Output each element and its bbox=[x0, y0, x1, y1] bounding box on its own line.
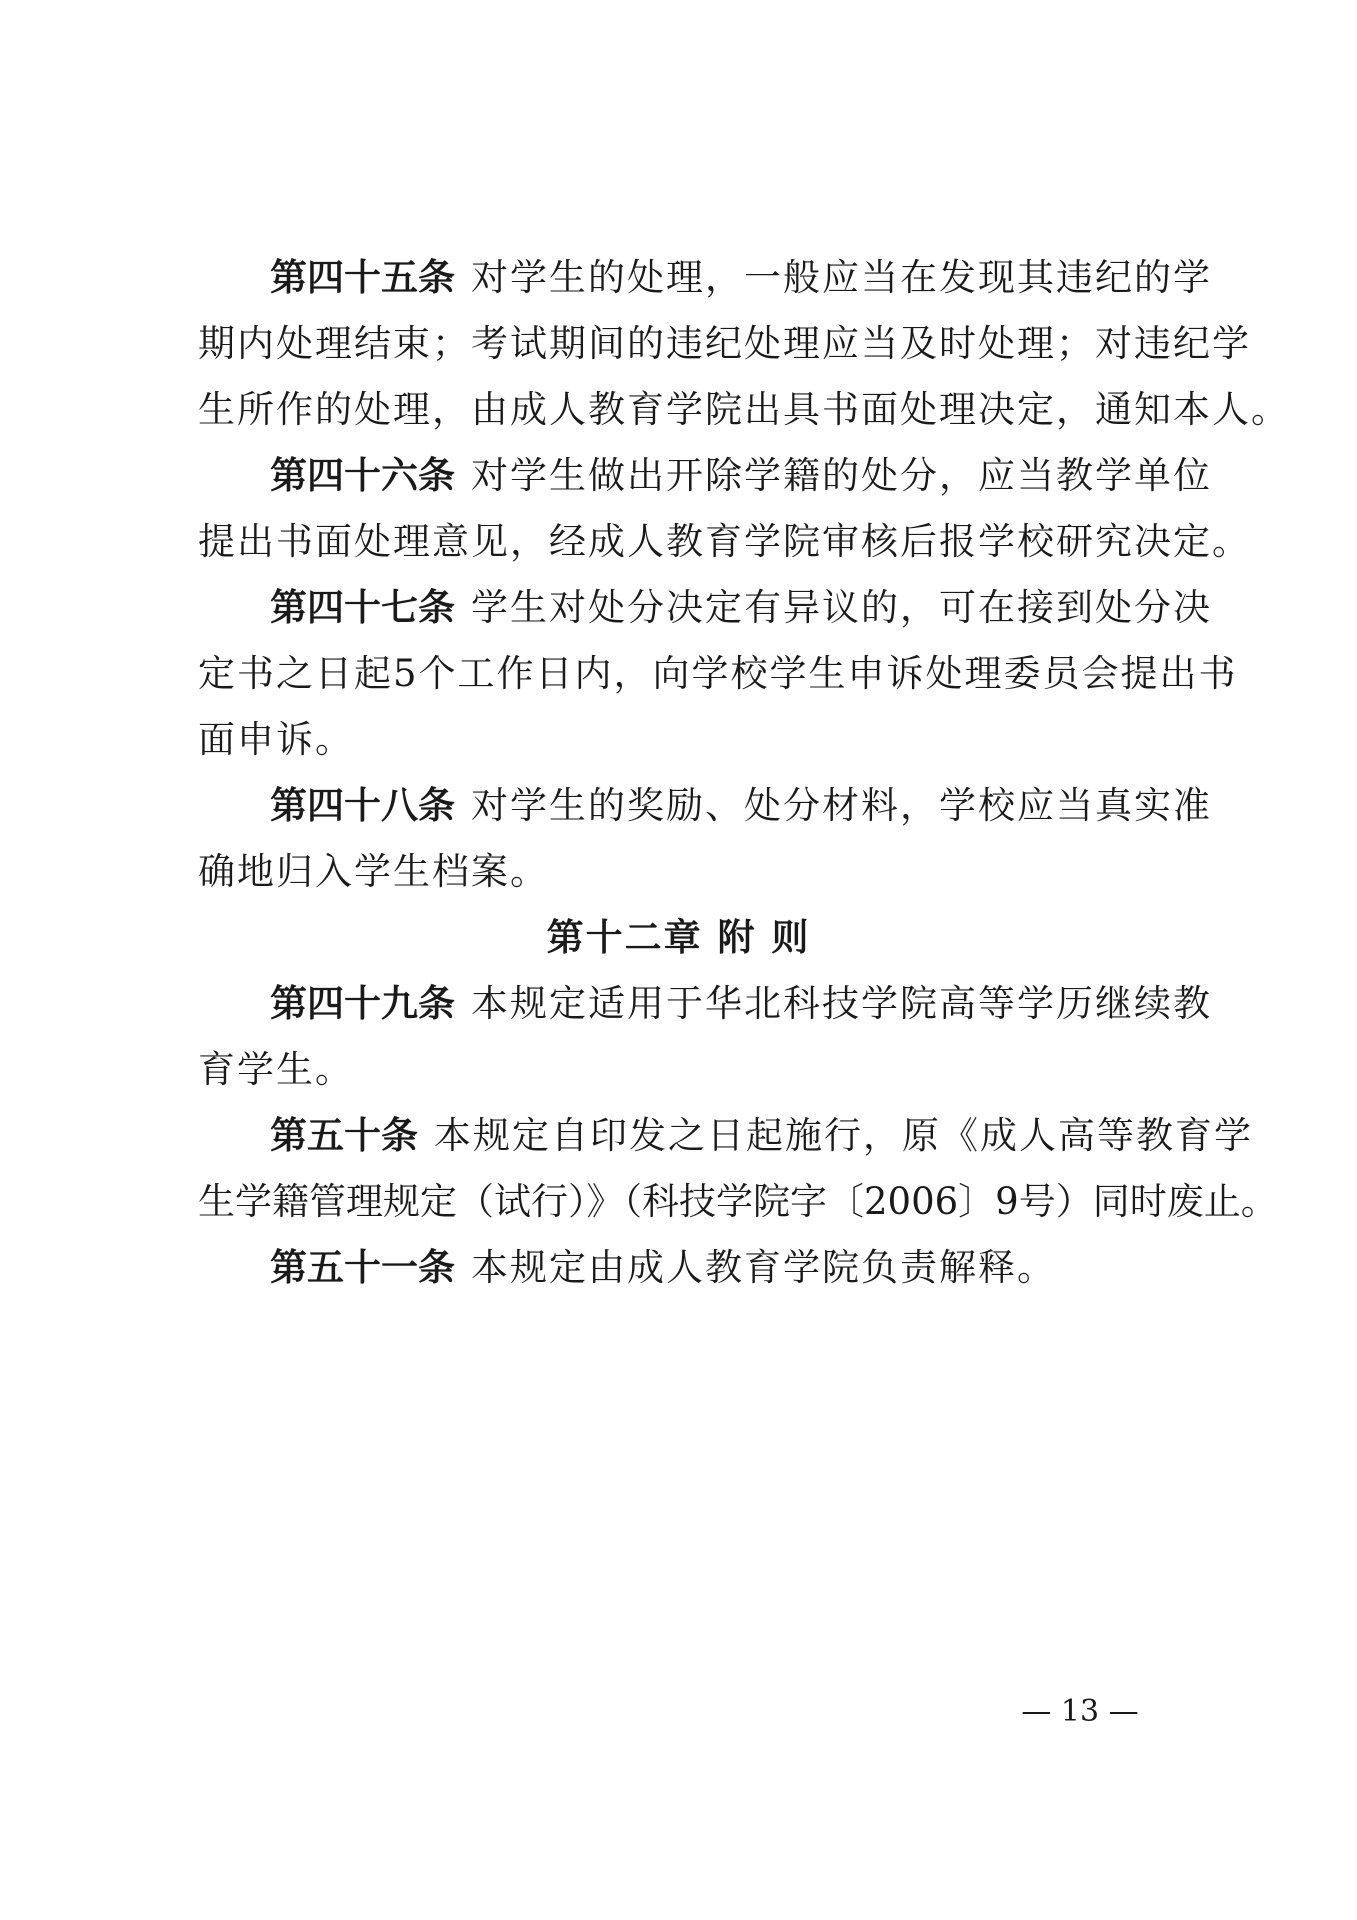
article-49-text-1: 本规定适用于华北科技学院高等学历继续教 bbox=[471, 982, 1212, 1025]
article-45-label: 第四十五条 bbox=[270, 256, 455, 299]
article-51-text-1: 本规定由成人教育学院负责解释。 bbox=[471, 1246, 1056, 1289]
article-51-line-1 bbox=[270, 1238, 1168, 1298]
article-48-line-2: 确地归入学生档案。 bbox=[198, 850, 549, 893]
article-45-line-1 bbox=[270, 248, 1212, 308]
article-50-text-1: 本规定自印发之日起施行，原《成人高等教育学 bbox=[434, 1114, 1253, 1157]
article-45-line-3: 生所作的处理，由成人教育学院出具书面处理决定，通知本人。 bbox=[198, 388, 1290, 431]
article-47-text-1: 学生对处分决定有异议的，可在接到处分决 bbox=[471, 586, 1212, 629]
article-46-text-1: 对学生做出开除学籍的处分，应当教学单位 bbox=[471, 454, 1212, 497]
article-46-line-1 bbox=[270, 446, 1212, 506]
chapter-heading: 第十二章 附 则 bbox=[546, 916, 811, 959]
article-49-line-2: 育学生。 bbox=[198, 1048, 354, 1091]
article-48-label: 第四十八条 bbox=[270, 784, 455, 827]
page-number: — 13 — bbox=[1021, 1694, 1139, 1729]
article-49-label: 第四十九条 bbox=[270, 982, 455, 1025]
article-45-line-2: 期内处理结束；考试期间的违纪处理应当及时处理；对违纪学 bbox=[198, 322, 1251, 365]
article-47-line-1 bbox=[270, 578, 1212, 638]
article-46-label: 第四十六条 bbox=[270, 454, 455, 497]
article-50-label: 第五十条 bbox=[270, 1114, 418, 1157]
article-47-line-3: 面申诉。 bbox=[198, 718, 354, 761]
article-50-line-1 bbox=[270, 1106, 1253, 1166]
article-48-line-1 bbox=[270, 776, 1212, 836]
article-49-line-1 bbox=[270, 974, 1212, 1034]
article-48-text-1: 对学生的奖励、处分材料，学校应当真实准 bbox=[471, 784, 1212, 827]
article-47-label: 第四十七条 bbox=[270, 586, 455, 629]
article-46-line-2: 提出书面处理意见，经成人教育学院审核后报学校研究决定。 bbox=[198, 520, 1251, 563]
article-45-text-1: 对学生的处理，一般应当在发现其违纪的学 bbox=[471, 256, 1212, 299]
article-51-label: 第五十一条 bbox=[270, 1246, 455, 1289]
article-47-line-2: 定书之日起5个工作日内，向学校学生申诉处理委员会提出书 bbox=[198, 652, 1238, 695]
article-50-line-2: 生学籍管理规定（试行）》（科技学院字〔2006〕9号）同时废止。 bbox=[198, 1180, 1278, 1223]
